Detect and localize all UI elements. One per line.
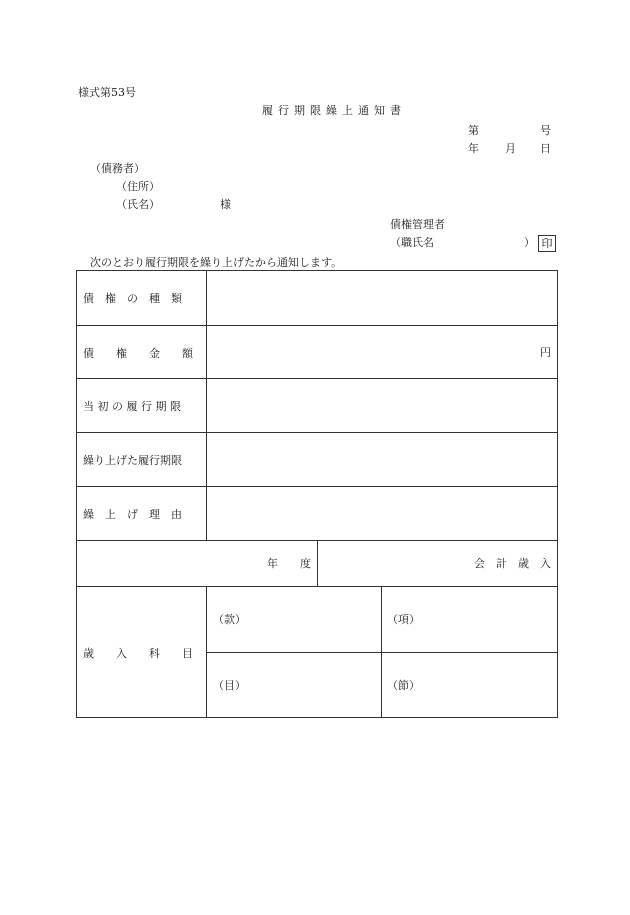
address-label: （住所） — [116, 180, 160, 193]
table-row — [77, 378, 557, 433]
row-label: 歳 入 科 目 — [77, 587, 207, 718]
row-label: 当 初 の 履 行 期 限 — [77, 379, 207, 433]
table-row — [77, 586, 557, 718]
sender-paren-close: ） — [524, 236, 535, 249]
revenue-account-table — [76, 540, 558, 718]
honorific: 様 — [220, 198, 231, 211]
table-row — [77, 271, 557, 325]
document-title: 履行期限繰上通知書 — [262, 104, 406, 117]
account-label: 会 計 歳 入 — [474, 557, 551, 570]
form-number: 様式第53号 — [78, 86, 136, 99]
kan-label: （款） — [213, 613, 246, 626]
kou-label: （項） — [387, 613, 420, 626]
table-row — [77, 432, 557, 487]
fiscal-year-label: 年 度 — [267, 557, 311, 570]
table-row — [77, 486, 557, 541]
notice-text: 次のとおり履行期限を繰り上げたから通知します。 — [90, 256, 343, 269]
date-year: 年 — [468, 142, 479, 155]
row-label: 債 権 金 額 — [77, 326, 207, 379]
sender-name-label: （職氏名 — [390, 236, 434, 249]
seal-mark: 印 — [538, 235, 556, 252]
table-row — [77, 325, 557, 379]
debtor-label: （債務者） — [90, 162, 145, 175]
table-row — [77, 541, 557, 586]
row-label: 繰り上げた履行期限 — [77, 433, 207, 487]
row-label: 債 権 の 種 類 — [77, 271, 207, 325]
date-day: 日 — [540, 142, 551, 155]
setsu-label: （節） — [387, 679, 420, 692]
date-month: 月 — [505, 142, 516, 155]
number-suffix: 号 — [540, 124, 551, 137]
number-prefix: 第 — [468, 124, 479, 137]
sender-title: 債権管理者 — [390, 218, 445, 231]
fiscal-year-cell — [77, 541, 318, 586]
debt-info-table — [76, 270, 558, 541]
moku-label: （目） — [213, 679, 246, 692]
name-label: （氏名） — [116, 198, 160, 211]
amount-unit: 円 — [540, 346, 551, 359]
row-label: 繰 上 げ 理 由 — [77, 487, 207, 541]
row-divider — [207, 652, 557, 653]
